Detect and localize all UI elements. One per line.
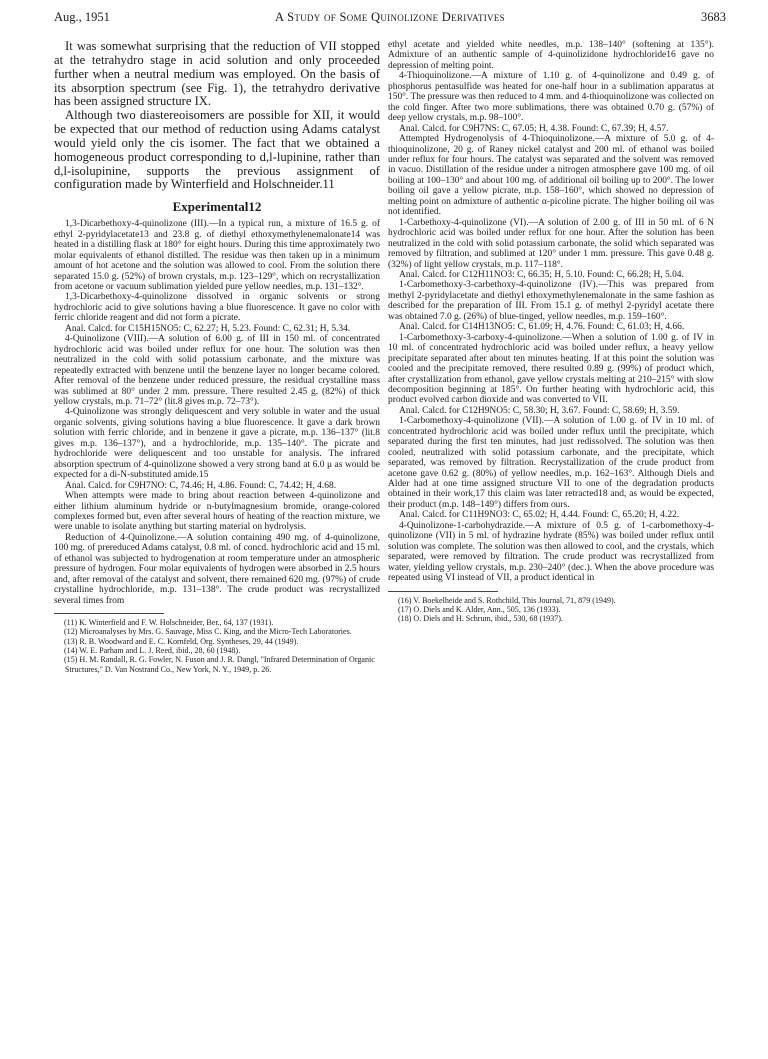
footnote-rule [388,591,498,592]
experimental-paragraph: When attempts were made to bring about reaction between 4-quinolizone and either lithium aluminum hydride or n-butylmagnesium bromide, orange-colored complexes formed but, even after several hours of heating of the reaction mixture, we were unable to isolate anything but starting material on hydrolysis. [54,491,380,533]
experimental-paragraph: 1,3-Dicarbethoxy-4-quinolizone (III).—In a typical run, a mixture of 16.5 g. of ethyl 2-pyridylacetate13 and 23.8 g. of diethyl ethoxymethylenemalonate14 was heated in a distilling flask at 180° for eight hours. During this time approximately two molar equivalents of ethanol distilled. The residue was then taken up in a minimum amount of hot acetone and the solution was allowed to cool. From the solution there separated 15.0 g. (52%) of brown crystals, m.p. 123–129°, which on recrystallization from acetone or vacuum sublimation yielded pure yellow needles, m.p. 131–132°. [54,219,380,292]
analysis-line: Anal. Calcd. for C9H7NO: C, 74.46; H, 4.86. Found: C, 74.42; H, 4.68. [65,480,337,491]
analysis-line: Anal. Calcd. for C15H15NO5: C, 62.27; H, 5.23. Found: C, 62.31; H, 5.34. [65,323,351,334]
experimental-paragraph: 1-Carbomethoxy-3-carbethoxy-4-quinolizone (IV).—This was prepared from methyl 2-pyridylacetate and diethyl ethoxymethylenemalonate in the same fashion as described for the preparation of III. From 15.1 g. of methyl 2-pyridyl acetate there was obtained 7.0 g. (26%) of blue-tinged, yellow needles, m.p. 159–160°. [388,280,714,322]
experimental-paragraph: Attempted Hydrogenolysis of 4-Thioquinolizone.—A mixture of 5.0 g. of 4-thioquinolizone, 20 g. of Raney nickel catalyst and 200 ml. of ethanol was boiled under reflux for four hours. The catalyst was separated and the solvent was removed in vacuo. Distillation of the residue under a nitrogen atmosphere gave 100 mg. of oil boiling at 100–130° and about 100 mg. of additional oil boiling up to 200°. The lower boiling oil gave a yellow picrate, m.p. 158–160°, which showed no depression of melting point on admixture of authentic α-picoline picrate. The higher boiling oil was not identified. [388,134,714,218]
analysis-line: Anal. Calcd. for C12H11NO3: C, 66.35; H, 5.10. Found: C, 66.28; H, 5.04. [399,269,684,280]
footnote: (16) V. Boekelheide and S. Rothchild, This Journal, 71, 879 (1949). [398,595,616,605]
footnote: (14) W. E. Parham and L. J. Reed, ibid., 28, 60 (1948). [64,645,241,655]
page-number: 3683 [701,10,726,24]
header-date: Aug., 1951 [54,10,110,24]
right-column [388,40,714,623]
footnote: (17) O. Diels and K. Alder, Ann., 505, 136 (1933). [398,604,561,614]
right-footnotes [388,596,714,624]
footnote: (12) Microanalyses by Mrs. G. Sauvage, Miss C. King, and the Micro-Tech Laboratories. [64,627,352,637]
experimental-paragraph: 4-Quinolizone-1-carbohydrazide.—A mixture of 0.5 g. of 1-carbomethoxy-4-quinolizone (VII) in 5 ml. of hydrazine hydrate (85%) was boiled under reflux until solution was complete. The solution was then allowed to cool, and the crystals, which separated, were removed by filtration. The crude product was recrystallized from water, yielding yellow crystals, m.p. 230–240° (dec.). When the above procedure was repeated using VI instead of VII, a product identical in [388,520,714,584]
experimental-paragraph: 4-Thioquinolizone.—A mixture of 1.10 g. of 4-quinolizone and 0.49 g. of phosphorus pentasulfide was heated for one-half hour in a sublimation apparatus at 150°. The pressure was then reduced to 4 mm. and 4-thioquinolizone was collected on the cold finger. After two more sublimations, there was obtained 0.70 g. (57%) of deep yellow crystals, m.p. 98–100°. [388,71,714,124]
analysis-line: Anal. Calcd. for C9H7NS: C, 67.05; H, 4.38. Found: C, 67.39; H, 4.57. [399,123,669,134]
analysis-line: Anal. Calcd. for C11H9NO3: C, 65.02; H, 4.44. Found: C, 65.20; H, 4.22. [399,510,680,521]
experimental-paragraph: 1-Carbethoxy-4-quinolizone (VI).—A solution of 2.00 g. of III in 50 ml. of 6 N hydrochloric acid was boiled under reflux for one hour. After the solution has been neutralized in the cold with solid potassium carbonate, the solid which separated was removed by filtration, and sublimed at 120° under 1 mm. pressure. This gave 0.48 g. (32%) of light yellow crystals, m.p. 117–118°. [388,217,714,270]
header-title: A Study of Some Quinolizone Derivatives [275,10,505,24]
experimental-paragraph: 1,3-Dicarbethoxy-4-quinolizone dissolved in organic solvents or strong hydrochloric acid to give solutions having a blue fluorescence. It gave no color with ferric chloride reagent and did not form a picrate. [54,292,380,324]
intro-paragraph: Although two diastereoisomers are possible for XII, it would be expected that our method of reduction using Adams catalyst would yield only the cis isomer. The fact that we obtained a homogeneous product corresponding to d,l-lupinine, rather than d,l-isolupinine, supports the previous assignment of configuration made by Winterfield and Holschneider.11 [54,108,380,192]
footnote: (11) K. Winterfield and F. W. Holschneider, Ber., 64, 137 (1931). [64,618,274,628]
experimental-paragraph: 4-Quinolizone was strongly deliquescent and very soluble in water and the usual organic solvents, giving solutions having a blue fluorescence. It gave a dark brown solution with ferric chloride, and in benzene it gave a picrate, m.p. 136–137° (lit.8 gives m.p. 136–137°), and a hydrochloride, m.p. 135–140°. The picrate and hydrochloride were deliquescent and too unstable for analysis. The infrared absorption spectrum of 4-quinolizone showed a very strong band at 6.0 μ as would be expected for a di-N-substituted amide.15 [54,407,380,481]
footnote: (18) O. Diels and H. Schrum, ibid., 530, 68 (1937). [398,614,563,624]
experimental-paragraph: 1-Carbomethoxy-4-quinolizone (VII).—A solution of 1.00 g. of IV in 10 ml. of concentrated hydrochloric acid was boiled under reflux until the precipitate, which separated during the first ten minutes, had just redissolved. The solution was then cooled, neutralized with solid potassium carbonate, and the precipitate, which separated, was removed by filtration. Recrystallization of the crude product from acetone gave 0.62 g. (80%) of yellow needles, m.p. 162–163°. Although Diels and Alder had at one time assigned structure VII to one of the degradation products obtained in their work,17 this claim was later retracted18 and, as would be expected, their product (m.p. 148–149°) differs from ours. [388,416,714,510]
experimental-paragraph: 1-Carbomethoxy-3-carboxy-4-quinolizone.—When a solution of 1.00 g. of IV in 10 ml. of concentrated hydrochloric acid was boiled under reflux, a heavy yellow precipitate separated after about ten minutes heating. If at this point the solution was cooled and the precipitate removed, there resulted 0.89 g. (99%) of product which, after crystallization from ethanol, gave yellow crystals melting at 210–215° with slow decomposition beginning at 185°. On further heating with hydrochloric acid, this product evolved carbon dioxide and was converted to VII. [388,332,714,406]
running-header [54,10,726,28]
analysis-line: Anal. Calcd. for C12H9NO5: C, 58.30; H, 3.67. Found: C, 58.69; H, 3.59. [399,405,680,416]
left-column [54,40,380,674]
continuation-paragraph: ethyl acetate and yielded white needles, m.p. 138–140° (softening at 135°). Admixture of an authentic sample of 4-quinolizidone hydrochloride16 gave no depression of melting point. [388,40,714,71]
intro-paragraph: It was somewhat surprising that the reduction of VII stopped at the tetrahydro stage in acid solution and only proceeded further when a neutral medium was employed. On the basis of its absorption spectrum (see Fig. 1), the tetrahydro derivative has been assigned structure IX. [54,39,380,109]
footnote-rule [54,613,164,614]
footnote: (15) H. M. Randall, R. G. Fowler, N. Fuson and J. R. Dangl, "Infrared Determination of Organic Structures," D. Van Nostrand Co., New York, N. Y., 1949, p. 26. [64,655,375,674]
experimental-heading: Experimental12 [172,199,262,215]
analysis-line: Anal. Calcd. for C14H13NO5: C, 61.09; H, 4.76. Found: C, 61.03; H, 4.66. [399,322,685,333]
left-footnotes [54,618,380,674]
experimental-paragraph: Reduction of 4-Quinolizone.—A solution containing 490 mg. of 4-quinolizone, 100 mg. of prereduced Adams catalyst, 0.8 ml. of concd. hydrochloric acid and 15 ml. of ethanol was subjected to hydrogenation at room temperature under an atmospheric pressure of hydrogen. Four molar equivalents of hydrogen were absorbed in 2.5 hours and, after removal of the catalyst and solvent, there remained 620 mg. (97%) of crude crystalline hydrochloride, m.p. 131–138°. The crude product was recrystallized several times from [54,532,380,606]
footnote: (13) R. B. Woodward and E. C. Kornfeld, Org. Syntheses, 29, 44 (1949). [64,636,299,646]
experimental-paragraph: 4-Quinolizone (VIII).—A solution of 6.00 g. of III in 150 ml. of concentrated hydrochloric acid was boiled under reflux for one hour. The solution was then neutralized in the cold with solid potassium carbonate, and the mixture was repeatedly extracted with benzene until the benzene layer no longer became colored. After removal of the benzene under reduced pressure, the residual crystalline mass was sublimed at 80° under 2 mm. pressure. There resulted 2.45 g. (82%) of thick yellow crystals, m.p. 71–72° (lit.8 gives m.p. 72–73°). [54,334,380,407]
